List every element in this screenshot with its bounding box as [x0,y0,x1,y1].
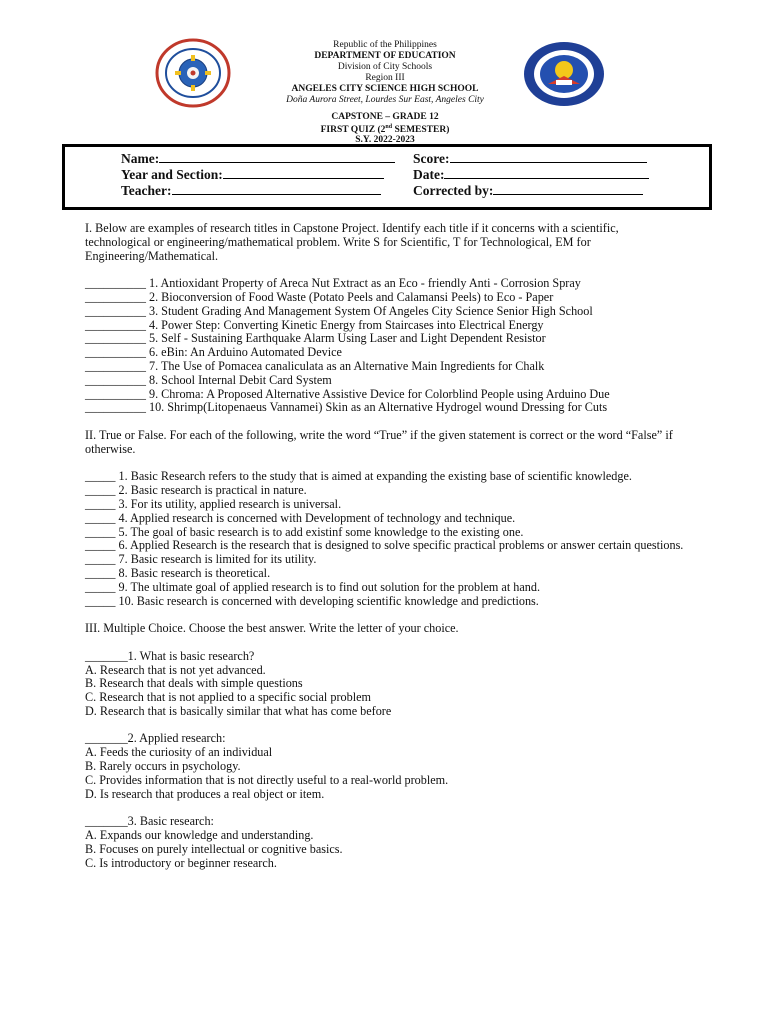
school-seal-logo [154,38,232,108]
mc-option: C. Research that is not applied to a specific social problem [85,690,371,705]
part1-item: __________ 6. eBin: An Arduino Automated Device [85,345,342,360]
teacher-label: Teacher: [121,183,172,198]
mc-question: _______3. Basic research: [85,814,214,829]
part2-item: _____ 2. Basic research is practical in nature. [85,483,307,498]
corrected-by-line[interactable] [493,182,643,195]
department-text: DEPARTMENT OF EDUCATION [314,51,456,61]
mc-option: A. Expands our knowledge and understanding. [85,828,314,843]
part1-item: __________ 8. School Internal Debit Card System [85,372,332,387]
mc-option: B. Rarely occurs in psychology. [85,759,241,774]
quiz-title [240,112,530,145]
corrected-by-label: Corrected by: [413,183,494,198]
part1-item: __________ 7. The Use of Pomacea canaliculata as an Alternative Main Ingredients for Chalk [85,358,545,373]
part2-item: _____ 7. Basic research is limited for its utility. [85,552,317,567]
part1-instructions: I. Below are examples of research titles in Capstone Project. Identify each title if it concerns with a scientific, technological or engineering/mathematical problem. Write S for Scientific, T for Technological, EM for Engineering/Mathematical. [85,221,619,263]
mc-option: B. Research that deals with simple questions [85,676,303,691]
name-field[interactable] [121,150,395,167]
student-info-box [62,144,712,210]
school-header [240,40,530,106]
part2-instructions: II. True or False. For each of the following, write the word “True” if the given statement is correct or the word “False” if otherwise. [85,427,673,456]
year-section-field[interactable] [121,166,384,183]
part1-item: __________ 2. Bioconversion of Food Waste (Potato Peels and Calamansi Peels) to Eco - Paper [85,289,554,304]
quiz-content [85,222,685,870]
mc-question: _______1. What is basic research? [85,648,255,663]
name-label: Name: [121,151,160,166]
part2-item: _____ 1. Basic Research refers to the study that is aimed at expanding the existing base of scientific knowledge. [85,469,632,484]
teacher-line[interactable] [172,182,381,195]
date-label: Date: [413,167,445,182]
mc-option: D. Is research that produces a real object or item. [85,786,325,801]
part2-item: _____ 8. Basic research is theoretical. [85,565,271,580]
part2-item: _____ 5. The goal of basic research is to add existinf some knowledge to the existing one. [85,524,524,539]
school-year: S.Y. 2022-2023 [355,135,415,146]
part1-item: __________ 5. Self - Sustaining Earthquake Alarm Using Laser and Light Dependent Resistor [85,331,546,346]
year-section-label: Year and Section: [121,167,223,182]
date-field[interactable] [413,166,649,183]
part1-item: __________ 1. Antioxidant Property of Areca Nut Extract as an Eco - friendly Anti - Corrosion Spray [85,276,581,291]
quiz-name-prefix: FIRST QUIZ (2 [320,125,386,136]
mc-option: C. Provides information that is not directly useful to a real-world problem. [85,772,449,787]
teacher-field[interactable] [121,182,381,199]
corrected-by-field[interactable] [413,182,643,199]
school-name: ANGELES CITY SCIENCE HIGH SCHOOL [291,84,479,94]
mc-option: B. Focuses on purely intellectual or cognitive basics. [85,841,343,856]
region-text: Region III [365,73,405,83]
score-line[interactable] [450,150,647,163]
quiz-name-sup: nd [385,124,393,130]
year-section-line[interactable] [223,166,384,179]
course-title: CAPSTONE – GRADE 12 [331,112,439,122]
republic-text: Republic of the Philippines [333,40,437,50]
deped-seal-logo [522,40,606,108]
division-text: Division of City Schools [337,62,433,72]
name-line[interactable] [159,150,395,163]
quiz-name-suffix: SEMESTER) [392,125,450,136]
date-line[interactable] [444,166,649,179]
part2-item: _____ 9. The ultimate goal of applied research is to find out solution for the problem at hand. [85,579,541,594]
part2-item: _____ 4. Applied research is concerned with Development of technology and technique. [85,510,516,525]
mc-option: A. Feeds the curiosity of an individual [85,745,273,760]
score-field[interactable] [413,150,647,167]
part1-item: __________ 4. Power Step: Converting Kinetic Energy from Staircases into Electrical Energy [85,317,544,332]
score-label: Score: [413,151,450,166]
quiz-name [240,122,530,135]
part3-instructions: III. Multiple Choice. Choose the best answer. Write the letter of your choice. [85,621,459,636]
part1-item: __________ 9. Chroma: A Proposed Alternative Assistive Device for Colorblind People using Arduino Due [85,386,610,401]
part2-item: _____ 10. Basic research is concerned with developing scientific knowledge and predictions. [85,593,539,608]
mc-option: C. Is introductory or beginner research. [85,855,277,870]
part2-item: _____ 3. For its utility, applied research is universal. [85,496,342,511]
mc-option: D. Research that is basically similar that what has come before [85,703,392,718]
part2-item: _____ 6. Applied Research is the research that is designed to solve specific practical problems or answer certain questions. [85,538,684,553]
mc-question: _______2. Applied research: [85,731,226,746]
mc-option: A. Research that is not yet advanced. [85,662,266,677]
school-address: Doña Aurora Street, Lourdes Sur East, Angeles City [286,95,484,105]
part1-item: __________ 10. Shrimp(Litopenaeus Vannamei) Skin as an Alternative Hydrogel wound Dressing for Cuts [85,400,608,415]
part1-item: __________ 3. Student Grading And Management System Of Angeles City Science Senior High School [85,303,593,318]
